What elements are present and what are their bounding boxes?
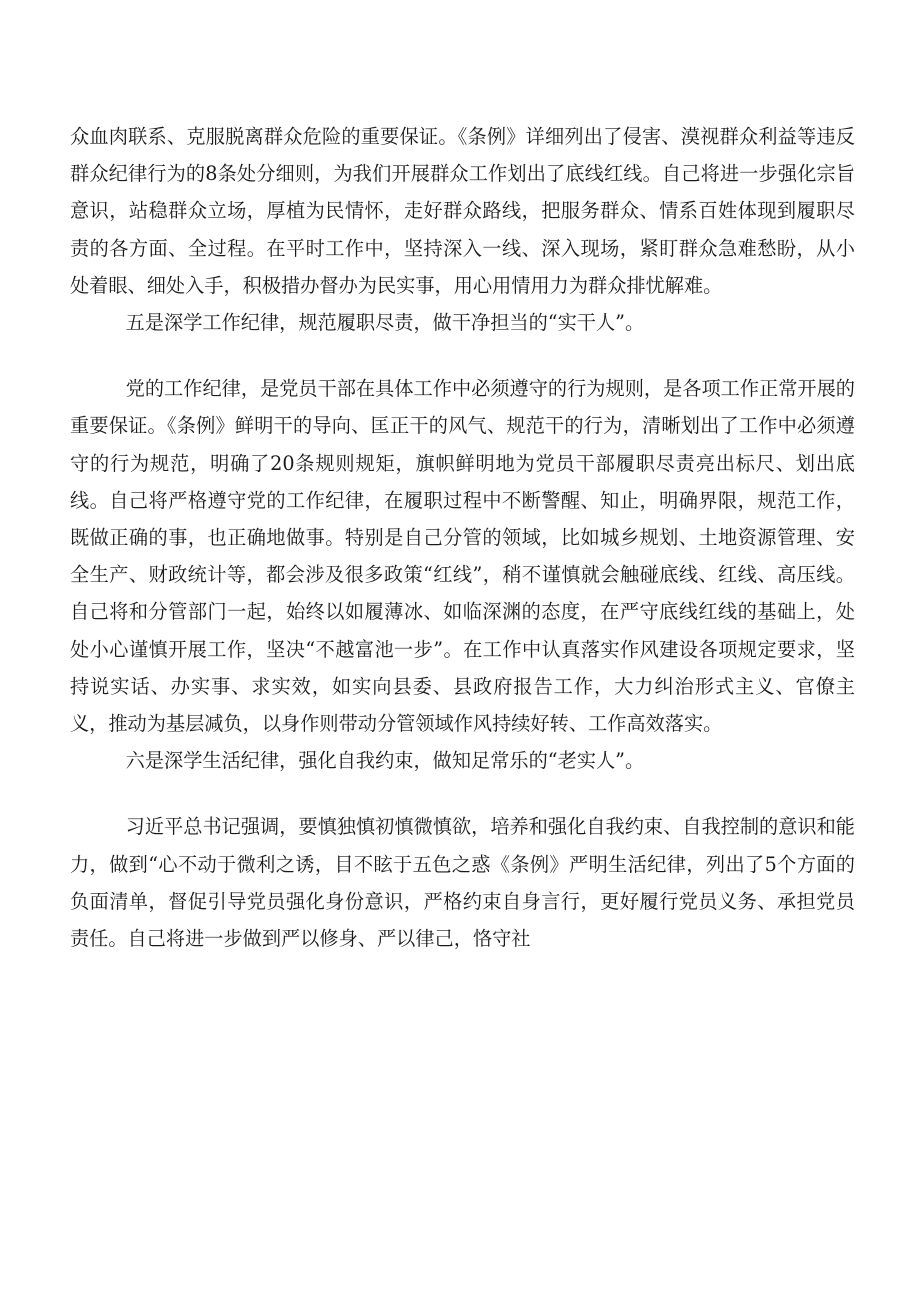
section-heading-5: 五是深学工作纪律，规范履职尽责，做干净担当的“实干人”。 — [125, 311, 645, 335]
section-heading-6: 六是深学生活纪律，强化自我约束，做知足常乐的“老实人”。 — [125, 749, 645, 773]
body-paragraph: 党的工作纪律，是党员干部在具体工作中必须遵守的行为规则，是各项工作正常开展的重要保证。《条例》鲜明干的导向、匡正干的风气、规范干的行为，清晰划出了工作中必须遵守的行为规范，明确了20条规则规矩，旗帜鲜明地为党员干部履职尽责亮出标尺、划出底线。自己将严格遵守党的工作纪律，在履职过程中不断警醒、知止，明确界限，规范工作，既做正确的事，也正确地做事。特别是自己分管的领域，比如城乡规划、土地资源管理、安全生产、财政统计等，都会涉及很多政策“红线”，稍不谨慎就会触碰底线、红线、高压线。自己将和分管部门一起，始终以如履薄冰、如临深渊的态度，在严守底线红线的基础上，处处小心谨慎开展工作，坚决“不越富池一步”。在工作中认真落实作风建设各项规定要求，坚持说实话、办实事、求实效，如实向县委、县政府报告工作，大力纠治形式主义、官僚主义，推动为基层减负，以身作则带动分管领域作风持续好转、工作高效落实。 — [70, 377, 855, 736]
body-paragraph: 众血肉联系、克服脱离群众危险的重要保证。《条例》详细列出了侵害、漠视群众利益等违反群众纪律行为的8条处分细则，为我们开展群众工作划出了底线红线。自己将进一步强化宗旨意识，站稳群众立场，厚植为民情怀，走好群众路线，把服务群众、情系百姓体现到履职尽责的各方面、全过程。在平时工作中，坚持深入一线、深入现场，紧盯群众急难愁盼，从小处着眼、细处入手，积极措办督办为民实事，用心用情用力为群众排忧解难。 — [70, 125, 855, 297]
document-page — [70, 118, 855, 957]
body-paragraph: 习近平总书记强调，要慎独慎初慎微慎欲，培养和强化自我约束、自我控制的意识和能力，做到“心不动于微利之诱，目不眩于五色之惑《条例》严明生活纪律，列出了5个方面的负面清单，督促引导党员强化身份意识，严格约束自身言行，更好履行党员义务、承担党员责任。自己将进一步做到严以修身、严以律己，恪守社 — [70, 815, 855, 951]
